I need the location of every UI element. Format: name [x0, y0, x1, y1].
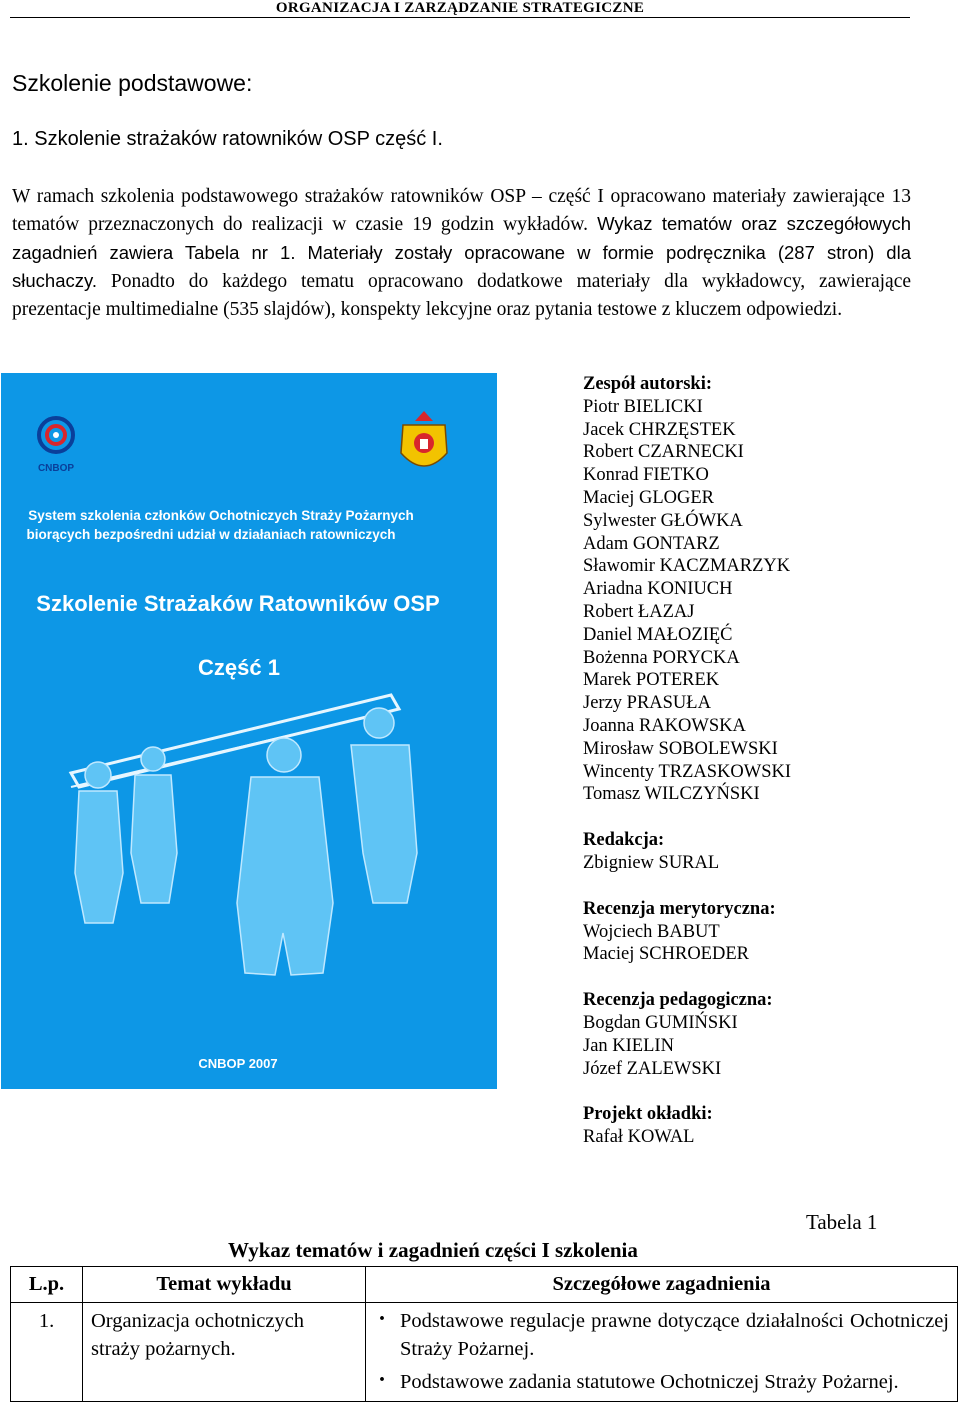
- credit-name: Zbigniew SURAL: [583, 852, 720, 873]
- credit-heading: Projekt okładki:: [583, 1104, 713, 1125]
- credit-name: Marek POTEREK: [583, 670, 720, 691]
- intro-sentence: Ponadto do każdego tematu opracowano dodatkowe materiały dla wykładowcy, zawierające prezentacje multimedialne (535 slajdów), konspekty lekcyjne oraz pytania testowe z kluczem odpowiedzi.: [12, 271, 912, 320]
- credit-name: Jerzy PRASUŁA: [583, 693, 711, 714]
- credit-group: [583, 373, 943, 806]
- credit-name: Józef ZALEWSKI: [583, 1058, 722, 1079]
- credit-name: Tomasz WILCZYŃSKI: [583, 784, 760, 805]
- credit-name: Wincenty TRZASKOWSKI: [583, 761, 792, 782]
- credit-heading: Recenzja merytoryczna:: [583, 898, 776, 919]
- credit-name: Maciej SCHROEDER: [583, 944, 749, 965]
- credit-name: Bożenna PORYCKA: [583, 647, 740, 668]
- credit-heading: Zespół autorski:: [583, 374, 713, 394]
- subsection-heading: 1. Szkolenie strażaków ratowników OSP część I.: [12, 128, 443, 150]
- detail-list: [374, 1307, 949, 1396]
- intro-sentence: Wykaz tematów oraz szczegółowych zagadnień zawiera Tabela nr 1. Materiały zostały opracowane w formie podręcznika (287 stron) dla słuchaczy.: [12, 213, 912, 292]
- credit-name: Piotr BIELICKI: [583, 396, 703, 417]
- credit-name: Sławomir KACZMARZYK: [583, 556, 791, 577]
- section-heading: Szkolenie podstawowe:: [12, 70, 253, 96]
- column-header-lp: L.p.: [11, 1267, 83, 1303]
- credit-name: Ariadna KONIUCH: [583, 579, 733, 600]
- intro-paragraph: [12, 183, 911, 323]
- credit-group: [583, 829, 943, 875]
- book-cover: [1, 373, 497, 1089]
- credit-name: Maciej GLOGER: [583, 487, 715, 508]
- cover-series-line: biorących bezpośredni udział w działaniach ratowniczych: [26, 527, 396, 542]
- credit-name: Robert ŁAZAJ: [583, 601, 695, 622]
- row-details: [366, 1303, 958, 1402]
- credit-name: Robert CZARNECKI: [583, 442, 744, 463]
- cnbop-logo-text: CNBOP: [37, 463, 75, 474]
- credit-heading: Redakcja:: [583, 830, 665, 851]
- detail-item: · Podstawowe regulacje prawne dotyczące działalności Ochotniczej Straży Pożarnej.: [374, 1307, 949, 1363]
- topics-table: [10, 1266, 958, 1402]
- detail-item: · Podstawowe zadania statutowe Ochotniczej Straży Pożarnej.: [374, 1368, 949, 1396]
- row-number: 1.: [11, 1303, 83, 1402]
- credit-group: [583, 1103, 943, 1149]
- credit-name: Jacek CHRZĘSTEK: [583, 419, 736, 440]
- table-header-row: [11, 1267, 958, 1303]
- table-row: [11, 1303, 958, 1402]
- cover-part: Część 1: [198, 655, 280, 680]
- credit-name: Bogdan GUMIŃSKI: [583, 1012, 738, 1033]
- credit-name: Daniel MAŁOZIĘĆ: [583, 624, 733, 645]
- credits-column: [583, 373, 943, 1172]
- credit-name: Joanna RAKOWSKA: [583, 715, 746, 736]
- table-caption: Wykaz tematów i zagadnień części I szkolenia: [228, 1238, 638, 1262]
- credit-name: Rafał KOWAL: [583, 1127, 695, 1148]
- intro-sentence: W ramach szkolenia podstawowego strażaków ratowników OSP – część I opracowano materiały zawierające 13 tematów przeznaczonych do realizacji w czasie 19 godzin wykładów.: [12, 186, 911, 236]
- credit-name: Sylwester GŁÓWKA: [583, 510, 743, 531]
- credit-name: Wojciech BABUT: [583, 921, 720, 942]
- running-header: ORGANIZACJA I ZARZĄDZANIE STRATEGICZNE: [10, 0, 910, 18]
- cover-series-line: System szkolenia członków Ochotniczych Straży Pożarnych: [28, 508, 414, 523]
- column-header-details: Szczegółowe zagadnienia: [366, 1267, 958, 1303]
- cover-title: Szkolenie Strażaków Ratowników OSP: [36, 591, 440, 616]
- row-topic: Organizacja ochotniczych straży pożarnych.: [83, 1303, 366, 1402]
- credit-group: [583, 989, 943, 1080]
- credit-name: Jan KIELIN: [583, 1035, 674, 1056]
- credit-name: Mirosław SOBOLEWSKI: [583, 738, 778, 759]
- credit-name: Adam GONTARZ: [583, 533, 720, 554]
- credit-heading: Recenzja pedagogiczna:: [583, 990, 773, 1011]
- table-reference: Tabela 1: [806, 1210, 878, 1234]
- cover-footer: CNBOP 2007: [198, 1056, 278, 1071]
- credit-group: [583, 898, 943, 966]
- credit-name: Konrad FIETKO: [583, 465, 709, 486]
- column-header-topic: Temat wykładu: [83, 1267, 366, 1303]
